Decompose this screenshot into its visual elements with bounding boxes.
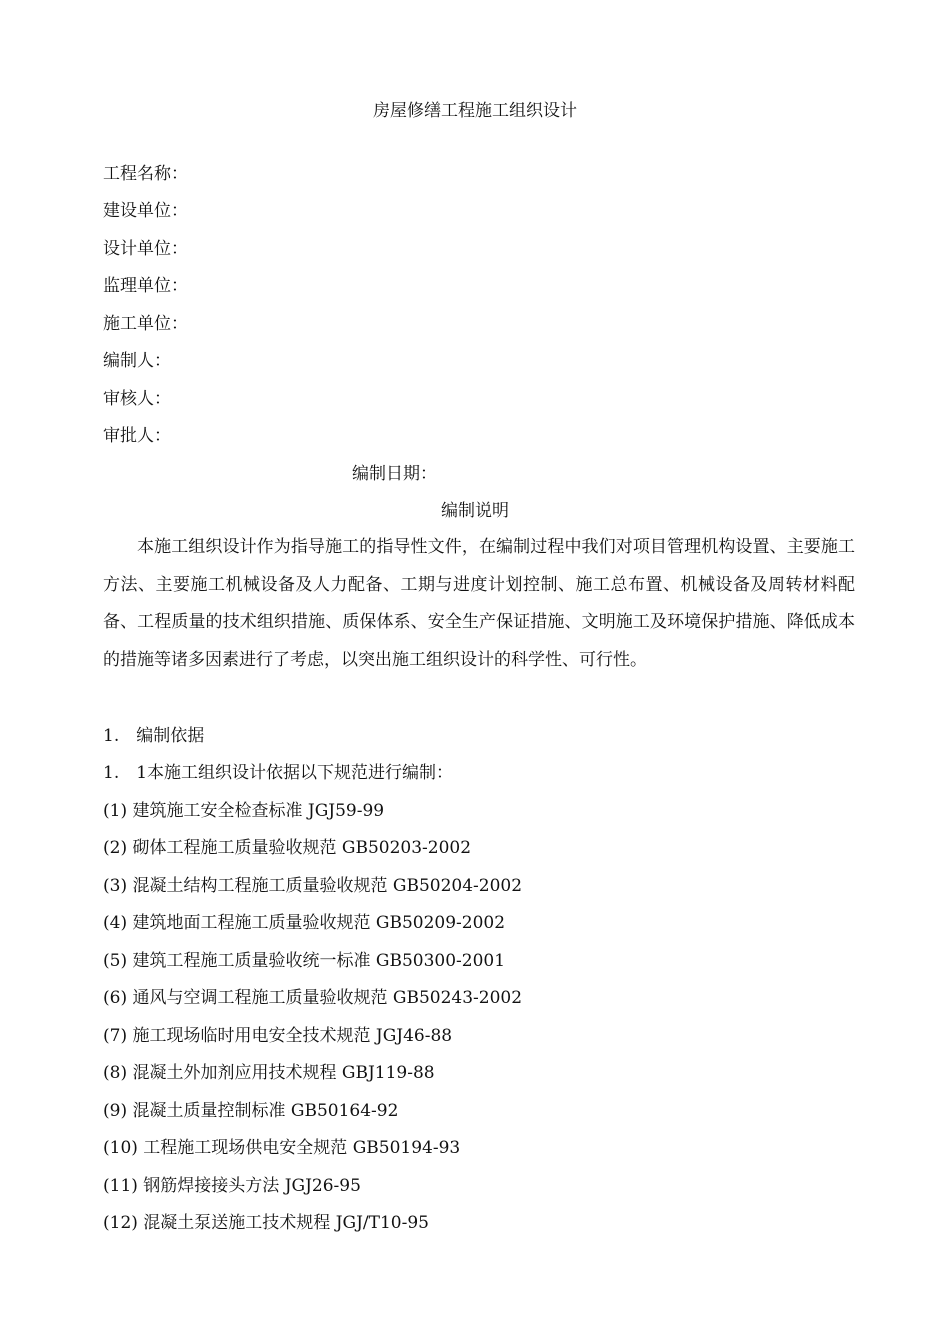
standard-item: (5) 建筑工程施工质量验收统一标准 GB50300-2001 [103,951,506,971]
standard-item: (10) 工程施工现场供电安全规范 GB50194-93 [103,1138,461,1158]
document-title: 房屋修缮工程施工组织设计 [373,101,577,121]
field-construction-unit: 建设单位： [103,201,188,221]
field-project-name: 工程名称： [103,164,188,184]
field-approved-by: 审批人： [103,426,171,446]
standard-item: (12) 混凝土泵送施工技术规程 JGJ/T10-95 [103,1213,429,1233]
standard-item: (8) 混凝土外加剂应用技术规程 GBJ119-88 [103,1063,435,1083]
standard-item: (4) 建筑地面工程施工质量验收规范 GB50209-2002 [103,913,506,933]
heading-compilation-basis: 1. 编制依据 [103,726,205,746]
field-contractor-unit: 施工单位： [103,314,188,334]
field-reviewed-by: 审核人： [103,389,171,409]
standard-item: (9) 混凝土质量控制标准 GB50164-92 [103,1101,399,1121]
field-prepared-by: 编制人： [103,351,171,371]
standard-item: (6) 通风与空调工程施工质量验收规范 GB50243-2002 [103,988,523,1008]
standard-item: (11) 钢筋焊接接头方法 JGJ26-95 [103,1176,361,1196]
standard-item: (1) 建筑施工安全检查标准 JGJ59-99 [103,801,385,821]
date-label: 编制日期： [352,464,437,484]
field-design-unit: 设计单位： [103,239,188,259]
field-supervision-unit: 监理单位： [103,276,188,296]
intro-paragraph: 本施工组织设计作为指导施工的指导性文件，在编制过程中我们对项目管理机构设置、主要施工方法、主要施工机械设备及人力配备、工期与进度计划控制、施工总布置、机械设备及周转材料配备、工程质量的技术组织措施、质保体系、安全生产保证措施、文明施工及环境保护措施、降低成本的措施等诸多因素进行了考虑，以突出施工组织设计的科学性、可行性。 [103,537,855,670]
standard-item: (7) 施工现场临时用电安全技术规范 JGJ46-88 [103,1026,453,1046]
section-title: 编制说明 [441,501,509,521]
standard-item: (3) 混凝土结构工程施工质量验收规范 GB50204-2002 [103,876,523,896]
heading-standards-list: 1. 1本施工组织设计依据以下规范进行编制： [103,763,454,783]
standard-item: (2) 砌体工程施工质量验收规范 GB50203-2002 [103,838,472,858]
